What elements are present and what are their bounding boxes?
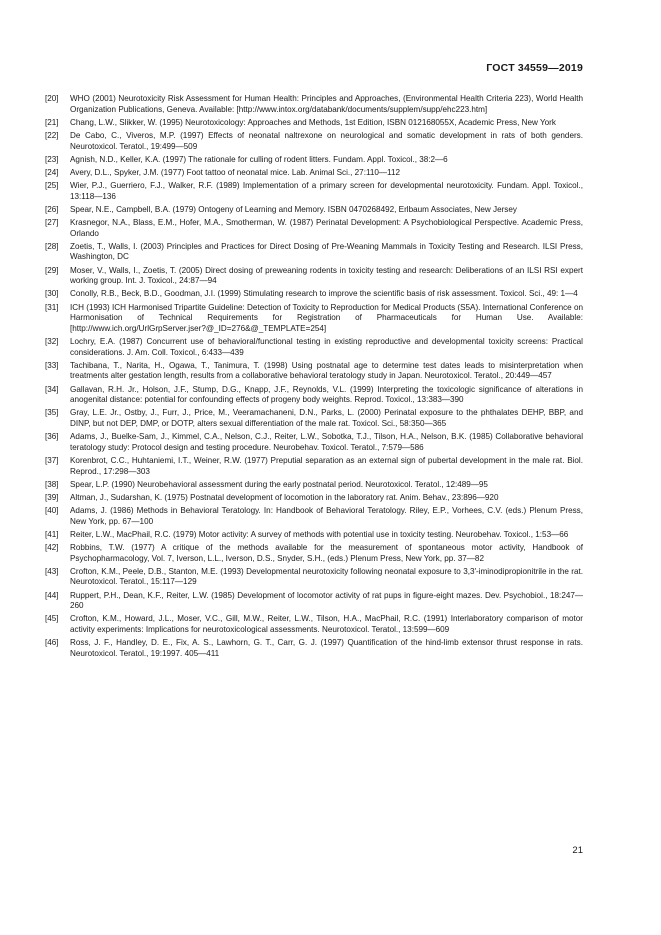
page-number: 21 <box>572 845 583 856</box>
reference-item <box>45 543 583 564</box>
reference-item <box>45 94 583 115</box>
reference-text: Crofton, K.M., Howard, J.L., Moser, V.C., Gill, M.W., Reiter, L.W., Tilson, H.A., MacPhail, R.C. (1991) Interlaboratory comparison of motor activity experiments: Implications for neurotoxicological assessments. Neurotoxicol. Teratol., 13:599—609 <box>70 614 583 634</box>
reference-text: Tachibana, T., Narita, H., Ogawa, T., Tanimura, T. (1998) Using postnatal age to determine test dates leads to misinterpretation when treatments alter gestation length, results from a collaborative behavioral teratology study in Japan. Neurotoxicol. Teratol., 20:449—457 <box>70 360 583 381</box>
reference-item <box>45 181 583 202</box>
reference-item <box>45 480 583 491</box>
reference-number: [41] <box>45 529 59 539</box>
reference-text: Conolly, R.B., Beck, B.D., Goodman, J.I. (1999) Stimulating research to improve the scientific basis of risk assessment. Toxicol. Sci., 49: 1—4 <box>70 289 578 299</box>
reference-text: De Cabo, C., Viveros, M.P. (1997) Effects of neonatal naltrexone on neurological and somatic development in rats of both genders. Neurotoxicol. Teratol., 19:499—509 <box>70 130 583 151</box>
reference-item <box>45 591 583 612</box>
reference-item <box>45 408 583 429</box>
reference-text: Gray, L.E. Jr., Ostby, J., Furr, J., Price, M., Veeramachaneni, D.N., Parks, L. (2000) Perinatal exposure to the phthalates DEHP, BBP, and DINP, but not DEP, DMP, or DOTP, alters sexual differentiation of the male rat. Toxicol. Sci., 58:350—365 <box>70 408 583 428</box>
reference-number: [21] <box>45 117 59 127</box>
reference-number: [36] <box>45 432 59 442</box>
reference-number: [34] <box>45 384 59 394</box>
reference-item <box>45 155 583 166</box>
document-standard-header: ГОСТ 34559—2019 <box>486 62 583 74</box>
reference-number: [22] <box>45 130 59 140</box>
reference-number: [33] <box>45 360 59 370</box>
reference-number: [25] <box>45 181 59 191</box>
reference-text: Agnish, N.D., Keller, K.A. (1997) The rationale for culling of rodent litters. Fundam. Appl. Toxicol., 38:2—6 <box>70 154 448 164</box>
reference-item <box>45 614 583 635</box>
reference-item <box>45 266 583 287</box>
reference-item <box>45 205 583 216</box>
reference-text: WHO (2001) Neurotoxicity Risk Assessment for Human Health: Principles and Approaches, (Environmental Health Criteria 223), World Health Organization Publications, Geneva. Available: [http://www.intox.org/databank/documents/supplem/supp/ehc223.htm] <box>70 94 583 114</box>
reference-item <box>45 168 583 179</box>
reference-text: Korenbrot, C.C., Huhtaniemi, I.T., Weiner, R.W. (1977) Preputial separation as an external sign of pubertal development in the male rat. Biol. Reprod., 17:298—303 <box>70 455 583 476</box>
reference-number: [40] <box>45 506 59 516</box>
reference-item <box>45 530 583 541</box>
reference-text: Avery, D.L., Spyker, J.M. (1977) Foot tattoo of neonatal mice. Lab. Animal Sci., 27:110—112 <box>70 167 400 177</box>
reference-text: Krasnegor, N.A., Blass, E.M., Hofer, M.A., Smotherman, W. (1987) Perinatal Development: A Psychobiological Perspective. Academic Press, Orlando <box>70 218 583 238</box>
reference-item <box>45 131 583 152</box>
reference-number: [26] <box>45 204 59 214</box>
reference-item <box>45 218 583 239</box>
reference-number: [42] <box>45 543 59 553</box>
reference-number: [37] <box>45 455 59 465</box>
reference-text: Lochry, E.A. (1987) Concurrent use of behavioral/functional testing in existing reproductive and developmental toxicity screens: Practical considerations. J. Am. Coll. Toxicol., 6:433—439 <box>70 337 583 357</box>
reference-number: [46] <box>45 638 59 648</box>
reference-text: ICH (1993) ICH Harmonised Tripartite Guideline: Detection of Toxicity to Reproduction for Medical Products (S5A). International Conference on Harmonisation of Technical Requirements for Registration of Pharmaceuticals for Human Use. Available: [http://www.ich.org/UrlGrpServer.jser?@_ID=276&@_TEMPLATE=254] <box>70 302 583 333</box>
reference-number: [39] <box>45 492 59 502</box>
reference-text: Spear, L.P. (1990) Neurobehavioral assessment during the early postnatal period. Neurotoxicol. Teratol., 12:489—95 <box>70 479 488 489</box>
reference-text: Moser, V., Walls, I., Zoetis, T. (2005) Direct dosing of preweaning rodents in toxicity testing and research: Deliberations of an ILSI RSI expert working group. Int. J. Toxicol., 24:87—94 <box>70 265 583 286</box>
reference-text: Altman, J., Sudarshan, K. (1975) Postnatal development of locomotion in the laboratory rat. Anim. Behav., 23:896—920 <box>70 492 499 502</box>
reference-number: [31] <box>45 302 59 312</box>
reference-item <box>45 432 583 453</box>
reference-text: Reiter, L.W., MacPhail, R.C. (1979) Motor activity: A survey of methods with potential use in toxicity testing. Neurobehav. Toxicol., 1:53—66 <box>70 529 569 539</box>
reference-text: Spear, N.E., Campbell, B.A. (1979) Ontogeny of Learning and Memory. ISBN 0470268492, Erlbaum Associates, New Jersey <box>70 204 517 214</box>
reference-item <box>45 567 583 588</box>
reference-number: [35] <box>45 408 59 418</box>
reference-text: Adams, J. (1986) Methods in Behavioral Teratology. In: Handbook of Behavioral Teratology. Riley, E.P., Vorhees, C.V. (eds.) Plenum Press, New York, pp. 67—100 <box>70 506 583 526</box>
reference-item <box>45 506 583 527</box>
reference-number: [44] <box>45 590 59 600</box>
reference-item <box>45 385 583 406</box>
reference-text: Gallavan, R.H. Jr., Holson, J.F., Stump, D.G., Knapp, J.F., Reynolds, V.L. (1999) Interpreting the toxicologic significance of alterations in anogenital distance: potential for confounding effects of progeny body weights. Reprod. Toxicol., 13:383—390 <box>70 384 583 405</box>
reference-item <box>45 337 583 358</box>
reference-number: [32] <box>45 337 59 346</box>
reference-item <box>45 493 583 504</box>
reference-number: [20] <box>45 94 59 103</box>
reference-number: [27] <box>45 218 59 228</box>
reference-number: [30] <box>45 289 59 299</box>
reference-number: [23] <box>45 154 59 164</box>
reference-item <box>45 242 583 263</box>
reference-number: [24] <box>45 167 59 177</box>
reference-item <box>45 638 583 659</box>
reference-text: Wier, P.J., Guerriero, F.J., Walker, R.F. (1989) Implementation of a primary screen for developmental neurotoxicity. Fundam. Appl. Toxicol., 13:118—136 <box>70 181 583 201</box>
reference-item <box>45 303 583 335</box>
reference-number: [43] <box>45 566 59 576</box>
reference-text: Robbins, T.W. (1977) A critique of the methods available for the measurement of spontaneous motor activity, Handbook of Psychopharmacology, Vol. 7, Iverson, L.L., Iverson, D.S., Snyder, S.H., (eds.) Plenum Press, New York, pp. 37—82 <box>70 543 583 563</box>
reference-item <box>45 289 583 300</box>
reference-text: Ross, J. F., Handley, D. E., Fix, A. S., Lawhorn, G. T., Carr, G. J. (1997) Quantification of the hind-limb extensor thrust response in rats. Neurotoxicol. Teratol., 19:1997. 405—411 <box>70 638 583 658</box>
reference-number: [45] <box>45 614 59 624</box>
reference-number: [38] <box>45 479 59 489</box>
reference-number: [28] <box>45 241 59 251</box>
reference-text: Ruppert, P.H., Dean, K.F., Reiter, L.W. (1985) Development of locomotor activity of rat pups in figure-eight mazes. Dev. Psychobiol., 18:247—260 <box>70 590 583 611</box>
reference-text: Chang, L.W., Slikker, W. (1995) Neurotoxicology: Approaches and Methods, 1st Edition, ISBN 012168055X, Academic Press, New York <box>70 117 556 127</box>
reference-text: Crofton, K.M., Peele, D.B., Stanton, M.E. (1993) Developmental neurotoxicity following neonatal exposure to 3,3′-iminodipropionitrile in the rat. Neurotoxicol. Teratol., 15:117—129 <box>70 566 583 587</box>
reference-text: Zoetis, T., Walls, I. (2003) Principles and Practices for Direct Dosing of Pre-Weaning Mammals in Toxicity Testing and Research. ILSI Press, Washington, DC <box>70 241 583 262</box>
reference-list <box>45 94 583 662</box>
reference-item <box>45 361 583 382</box>
reference-item <box>45 118 583 129</box>
reference-item <box>45 456 583 477</box>
reference-number: [29] <box>45 265 59 275</box>
reference-text: Adams, J., Buelke-Sam, J., Kimmel, C.A., Nelson, C.J., Reiter, L.W., Sobotka, T.J., Tilson, H.A., Nelson, B.K. (1985) Collaborative behavioral teratology study: Protocol design and testing procedure. Neurobehav. Toxicol. Teratol., 7:579—586 <box>70 432 583 452</box>
